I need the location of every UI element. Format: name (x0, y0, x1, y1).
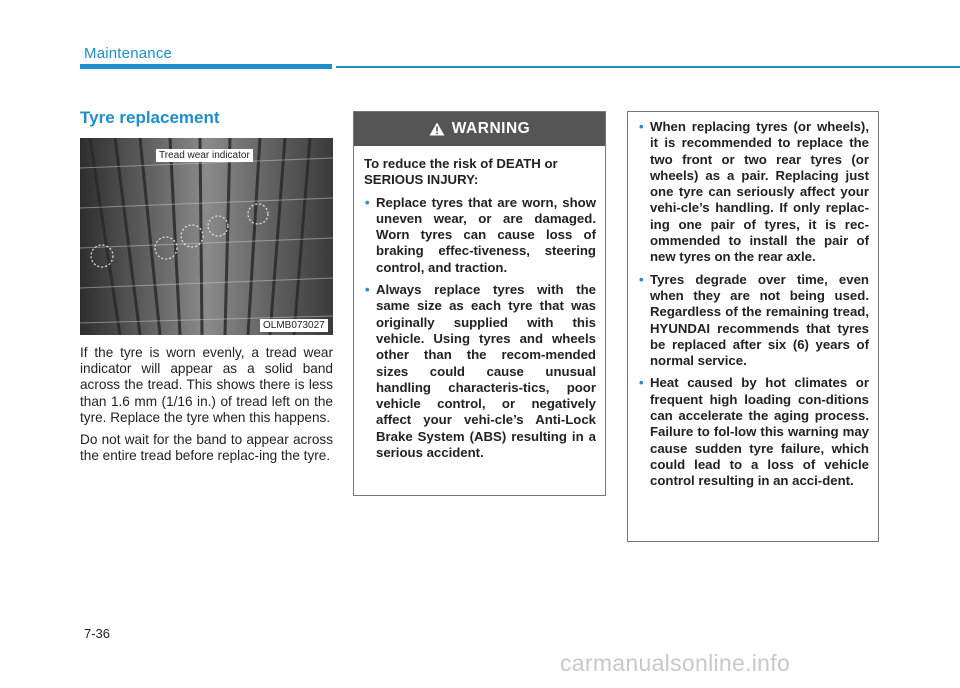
warning-item (638, 375, 869, 489)
tyre-tread-photo (80, 138, 333, 335)
bullet-icon: • (365, 194, 370, 210)
page-title: Tyre replacement (80, 108, 220, 127)
warning-item (638, 272, 869, 370)
bullet-icon: • (639, 271, 644, 287)
warning-item (364, 282, 596, 461)
warning-title: WARNING (451, 120, 531, 137)
warning-item-text: Replace tyres that are worn, show uneven wear, or are damaged. Worn tyres can cause loss of braking effec-tiveness, steering control, and traction. (376, 194, 596, 275)
warning-header (354, 112, 605, 146)
warning-item-text: Tyres degrade over time, even when they are not being used. Regardless of the remaining tread, HYUNDAI recommends that tyres be replaced after six (6) years of normal service. (650, 271, 869, 369)
warning-item-text: Always replace tyres with the same size as each tyre that was originally supplied with this vehicle. Using tyres and wheels other than the recom-mended sizes could cause unusual handling characteris-tics, poor vehicle control, or negatively affect your vehi-cle’s Anti-Lock Brake System (ABS) resulting in a serious accident. (376, 282, 596, 461)
figure-code: OLMB073027 (260, 319, 328, 332)
warning-item (638, 119, 869, 266)
bullet-icon: • (639, 119, 644, 134)
warning-content (354, 146, 605, 461)
page-number: 7-36 (84, 626, 111, 641)
warning-list-continued (638, 119, 869, 490)
warning-box (353, 111, 606, 496)
body-paragraph-2: Do not wait for the band to appear across the entire tread before replac-ing the tyre. (80, 432, 333, 464)
warning-list (364, 195, 596, 462)
bullet-icon: • (365, 282, 370, 298)
figure-label: Tread wear indicator (156, 149, 253, 162)
section-header-title: Maintenance (84, 45, 173, 62)
bullet-icon: • (639, 375, 644, 391)
warning-item (364, 195, 596, 276)
warning-triangle-icon (429, 122, 445, 136)
warning-intro: To reduce the risk of DEATH or SERIOUS INJURY: (364, 156, 558, 188)
body-paragraph-1: If the tyre is worn evenly, a tread wear indicator will appear as a solid band across the tread. This shows there is less than 1.6 mm (1/16 in.) of tread left on the tyre. Replace the tyre when this happens. (80, 345, 333, 425)
header-rule-thick (80, 64, 332, 69)
watermark: carmanualsonline.info (560, 650, 791, 676)
header-rule-thin (336, 66, 960, 68)
warning-item-text: When replacing tyres (or wheels), it is recommended to replace the two front or two rear tyres (or wheels) as a pair. Replacing just one tyre can seriously affect your vehi-cle’s handling. If only replac-ing one pair of tyres, it is rec-ommended to install the pair of new tyres on the rear axle. (650, 119, 869, 265)
warning-item-text: Heat caused by hot climates or frequent high loading con-ditions can accelerate the aging process. Failure to fol-low this warning may cause sudden tyre failure, which could lead to a loss of vehicle control resulting in an acci-dent. (650, 375, 869, 489)
warning-box-continued (627, 111, 879, 542)
warning-content-continued (628, 112, 878, 490)
